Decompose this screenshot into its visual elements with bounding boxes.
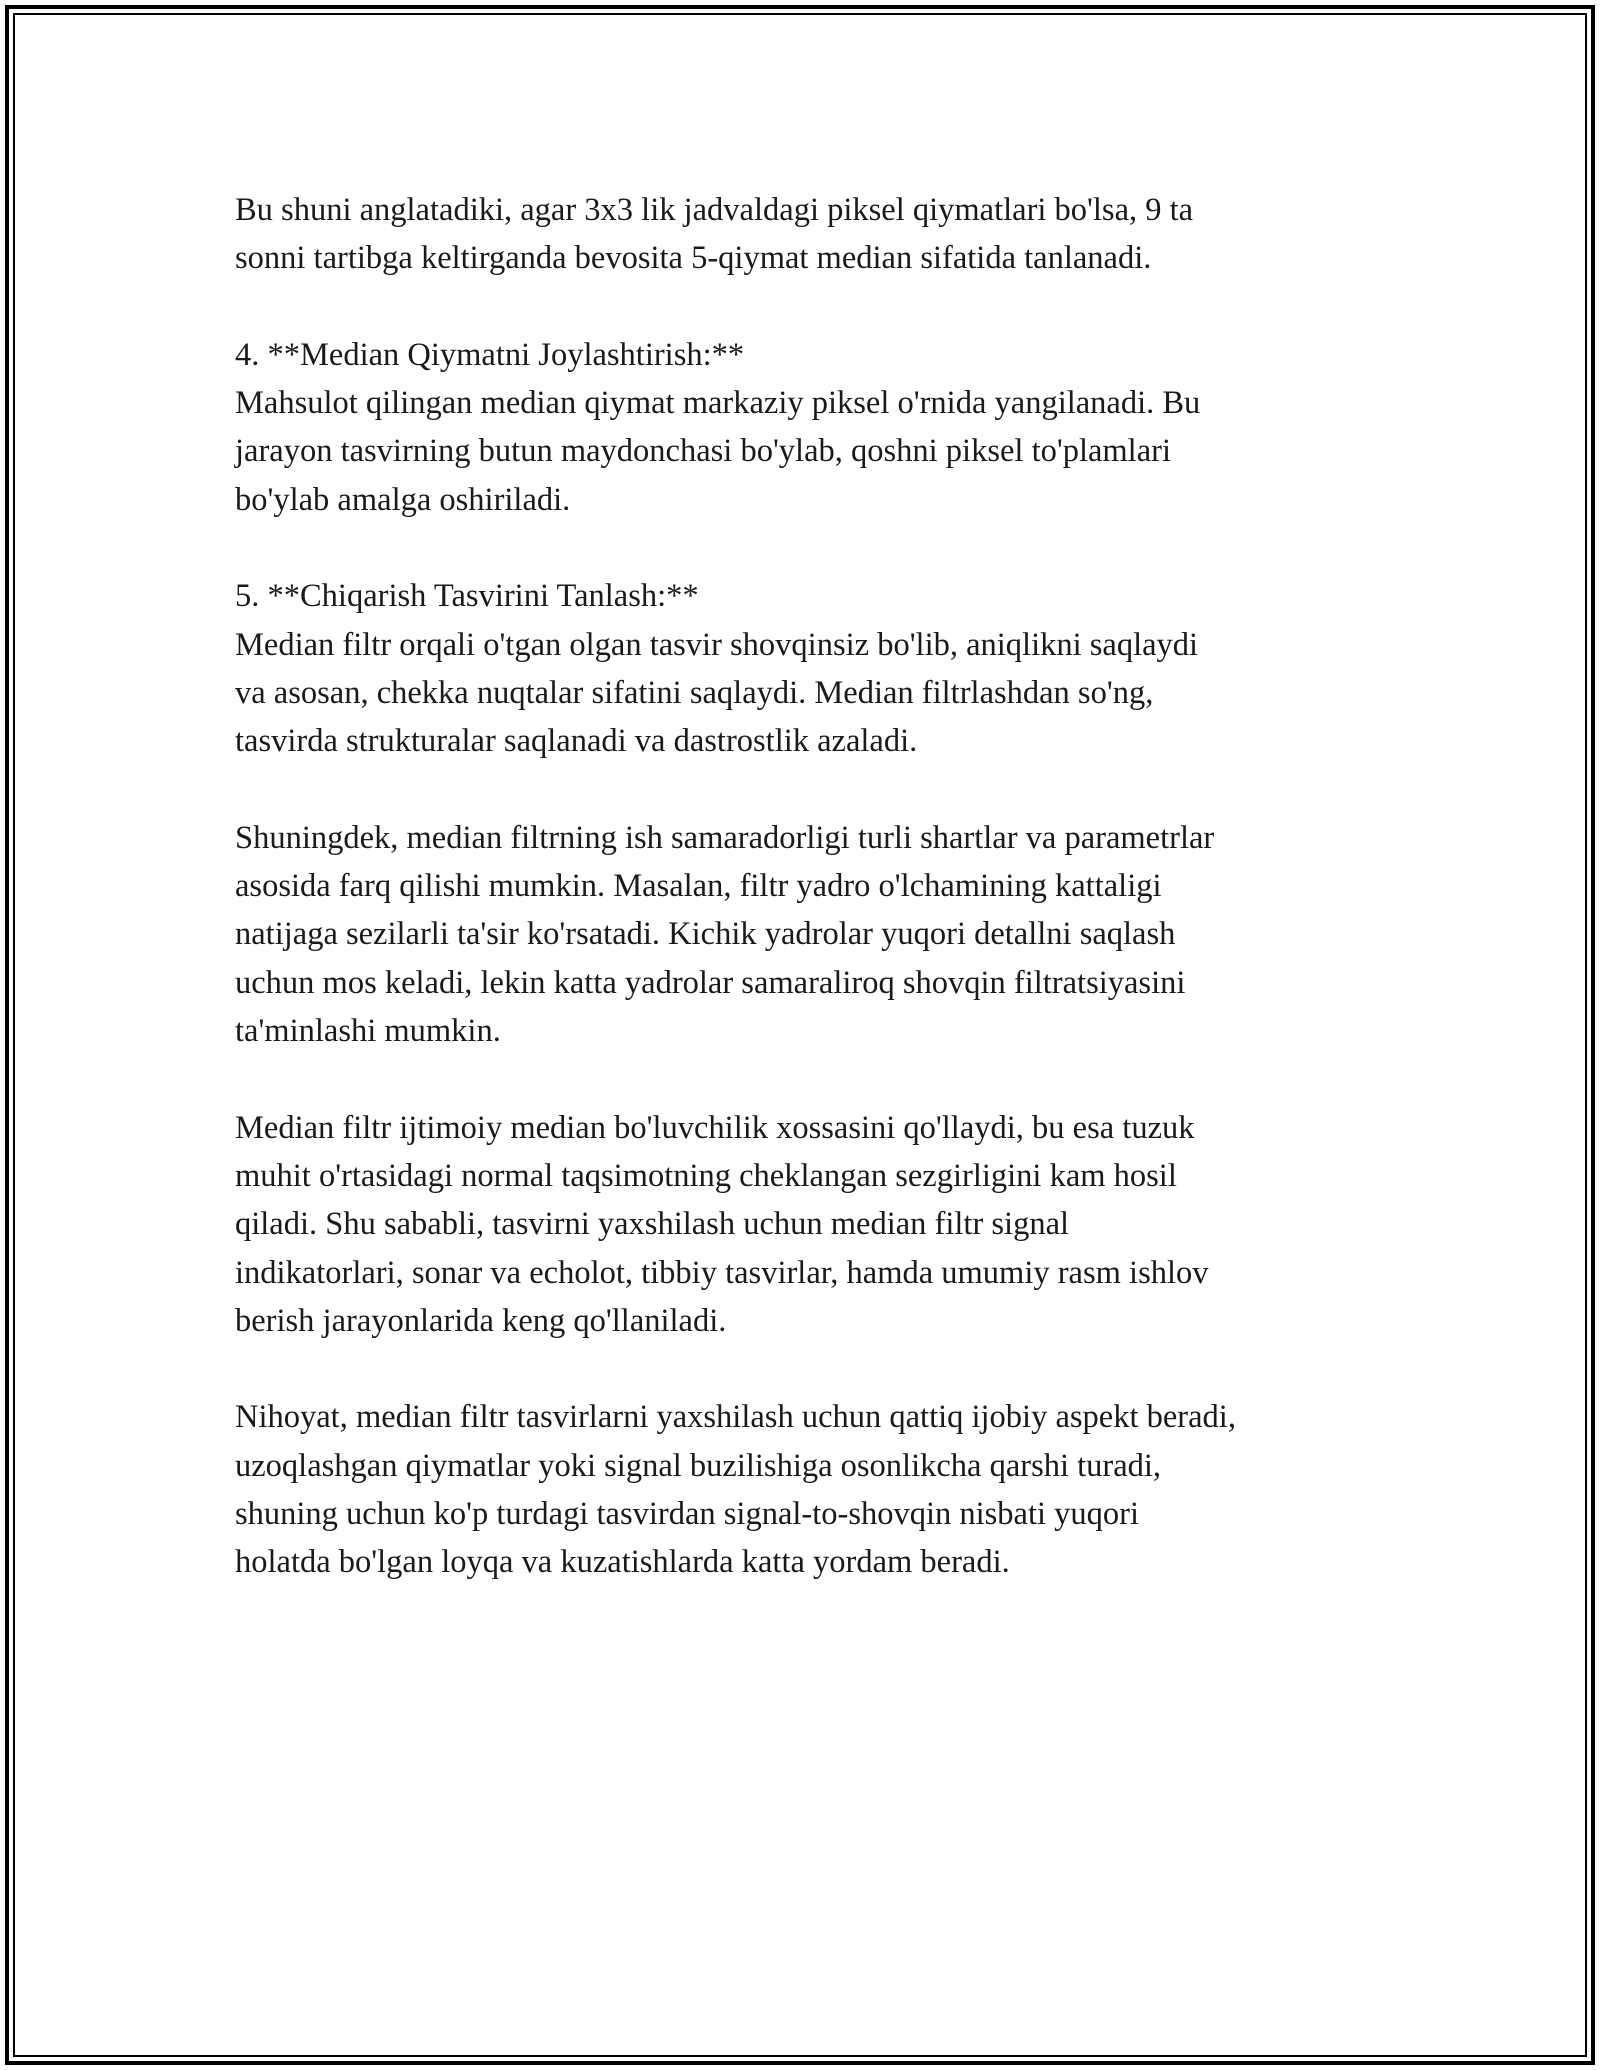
paragraph-filter-performance: Shuningdek, median filtrning ish samaradorligi turli shartlar va parametrlar asosida farq qilishi mumkin. Masalan, filtr yadro o'lchamining kattaligi natijaga sezilarli ta'sir ko'rsatadi. Kichik yadrolar yuqori detallni saqlash uchun mos keladi, lekin katta yadrolar samaraliroq shovqin filtratsiyasini ta'minlashi mumkin. [235, 819, 1215, 1050]
paragraph-step-4-median-placement: 4. **Median Qiymatni Joylashtirish:** Mahsulot qilingan median qiymat markaziy piksel o'rnida yangilanadi. Bu jarayon tasvirning butun maydonchasi bo'ylab, qoshni piksel to'plamlari bo'ylab amalga oshiriladi. [235, 336, 1201, 518]
paragraph-median-selection: Bu shuni anglatadiki, agar 3x3 lik jadvaldagi piksel qiymatlari bo'lsa, 9 ta sonni tartibga keltirganda bevosita 5-qiymat median sifatida tanlanadi. [235, 192, 1194, 277]
document-body [235, 186, 1395, 1635]
paragraph-conclusion: Nihoyat, median filtr tasvirlarni yaxshilash uchun qattiq ijobiy aspekt beradi, uzoqlashgan qiymatlar yoki signal buzilishiga osonlikcha qarshi turadi, shuning uchun ko'p turdagi tasvirdan signal-to-shovqin nisbati yuqori holatda bo'lgan loyqa va kuzatishlarda katta yordam beradi. [235, 1399, 1236, 1581]
paragraph-applications: Median filtr ijtimoiy median bo'luvchilik xossasini qo'llaydi, bu esa tuzuk muhit o'rtasidagi normal taqsimotning cheklangan sezgirligini kam hosil qiladi. Shu sababli, tasvirni yaxshilash uchun median filtr signal indikatorlari, sonar va echolot, tibbiy tasvirlar, hamda umumiy rasm ishlov berish jarayonlarida keng qo'llaniladi. [235, 1109, 1209, 1339]
paragraph-step-5-output-image: 5. **Chiqarish Tasvirini Tanlash:** Median filtr orqali o'tgan olgan tasvir shovqinsiz bo'lib, aniqlikni saqlaydi va asosan, chekka nuqtalar sifatini saqlaydi. Median filtrlashdan so'ng, tasvirda strukturalar saqlanadi va dastrostlik azaladi. [235, 578, 1199, 760]
